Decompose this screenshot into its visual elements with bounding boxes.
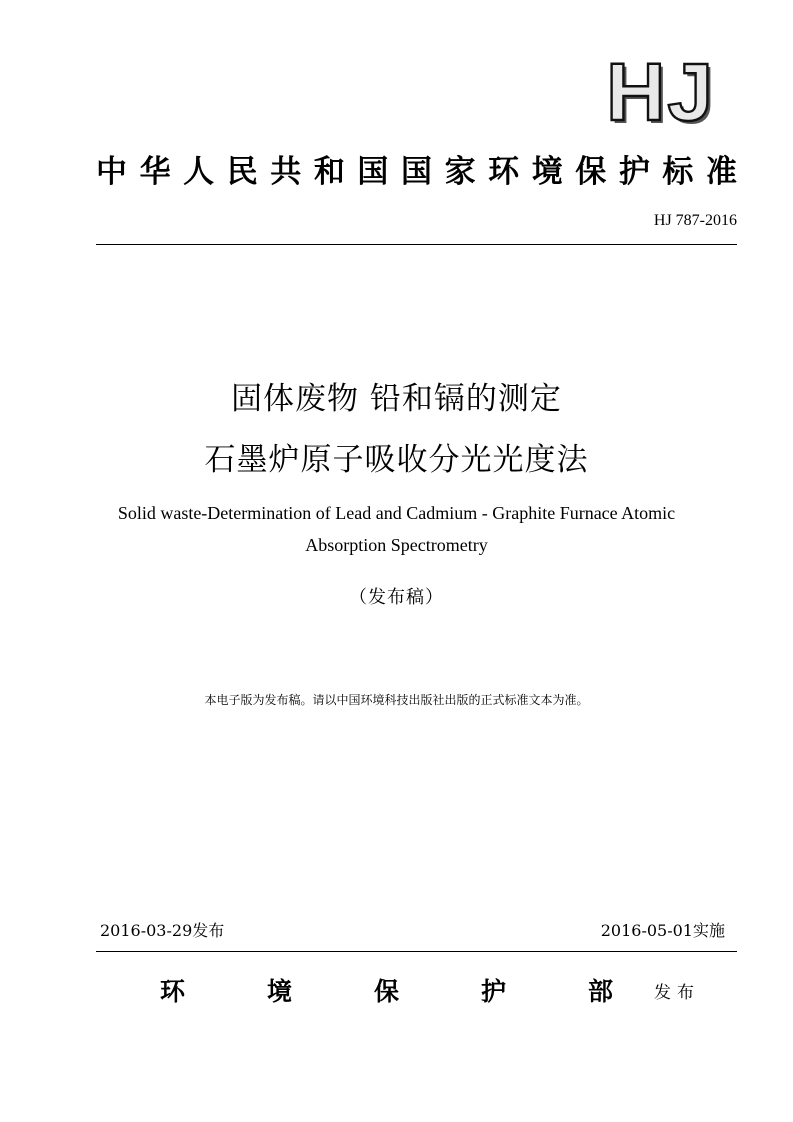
issuing-authority: 环境保护部	[160, 977, 613, 1006]
document-title-cn-line2: 石墨炉原子吸收分光光度法	[204, 442, 589, 478]
hj-logo: HJ	[606, 47, 715, 138]
document-title-cn-line1: 固体废物 铅和镉的测定	[231, 381, 562, 417]
standard-category-title: 中华人民共和国国家环境保护标准	[96, 154, 738, 190]
header-divider	[96, 244, 737, 245]
issuing-suffix: 发布	[654, 983, 700, 1003]
document-title-en-line2: Absorption Spectrometry	[305, 535, 488, 555]
footer-divider	[96, 951, 737, 952]
document-title-en-line1: Solid waste-Determination of Lead and Cadmium - Graphite Furnace Atomic	[117, 503, 676, 523]
implement-date: 2016-05-01实施	[600, 921, 725, 940]
draft-label: （发布稿）	[349, 587, 444, 608]
standard-code: HJ 787-2016	[653, 212, 737, 229]
publish-date: 2016-03-29发布	[100, 921, 225, 940]
edition-notice: 本电子版为发布稿。请以中国环境科技出版社出版的正式标准文本为准。	[204, 693, 589, 707]
